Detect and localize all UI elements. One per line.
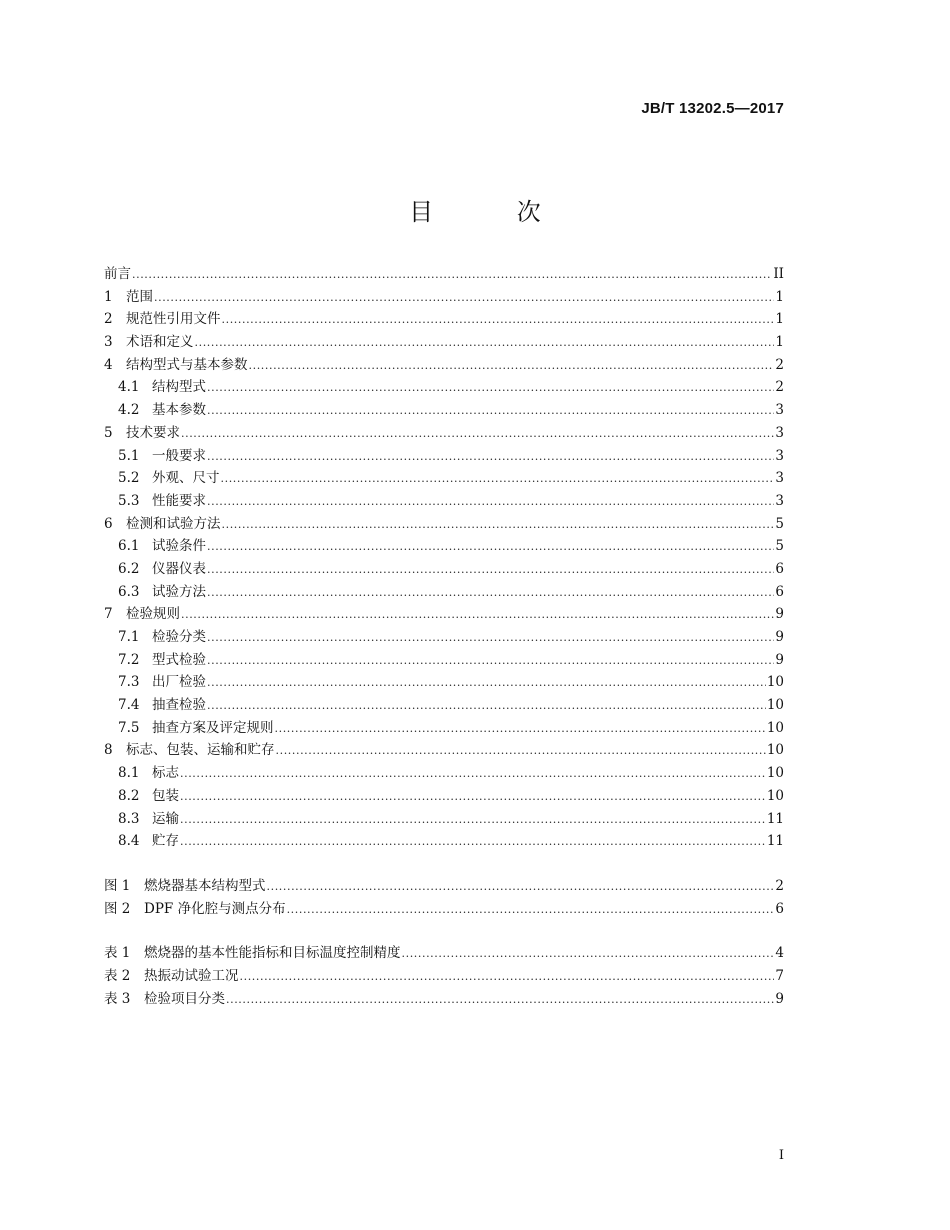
toc-entry-page: 7 [775, 967, 784, 984]
toc-entry-number: 4.1 [118, 379, 140, 396]
table-of-contents [104, 263, 784, 1010]
toc-entry-number: 6 [104, 515, 113, 532]
dot-leader [240, 966, 775, 989]
toc-entry-page: 10 [766, 697, 784, 714]
toc-entry[interactable] [104, 308, 784, 331]
toc-entry-page: 10 [766, 674, 784, 691]
toc-entry-page: 3 [775, 492, 784, 509]
dot-leader [207, 400, 774, 423]
toc-entry[interactable] [104, 739, 784, 762]
dot-leader [207, 582, 774, 605]
toc-entry-page: 9 [775, 606, 784, 623]
toc-entry-page: 10 [766, 765, 784, 782]
toc-entry-page: 5 [775, 538, 784, 555]
toc-entry-number: 5.3 [118, 492, 140, 509]
toc-entry[interactable] [104, 354, 784, 377]
toc-entry-label: 抽查方案及评定规则 [152, 719, 274, 736]
toc-entry-label: 试验条件 [152, 538, 206, 555]
toc-entry[interactable] [104, 286, 784, 309]
toc-entry-page: 9 [775, 629, 784, 645]
dot-leader [207, 650, 774, 673]
toc-entry[interactable] [104, 965, 784, 988]
toc-entry-number: 7.2 [118, 651, 140, 668]
toc-entry-label: DPF 净化腔与测点分布 [144, 900, 286, 917]
toc-entry-label: 一般要求 [152, 447, 206, 464]
toc-entry-number: 2 [104, 311, 113, 328]
toc-entry-page: 9 [775, 990, 784, 1007]
toc-entry-label: 热振动试验工况 [144, 967, 239, 984]
toc-entry[interactable] [104, 490, 784, 513]
toc-entry[interactable] [104, 581, 784, 604]
toc-entry[interactable] [104, 603, 784, 626]
toc-entry[interactable] [104, 717, 784, 740]
toc-entry[interactable] [104, 694, 784, 717]
toc-sections [104, 263, 784, 853]
dot-leader [249, 355, 775, 378]
toc-entry-page: 3 [775, 447, 784, 464]
toc-entry-label: 性能要求 [152, 492, 206, 509]
dot-leader [154, 287, 774, 310]
toc-entry-number: 6.3 [118, 583, 140, 600]
toc-entry[interactable] [104, 331, 784, 354]
dot-leader [132, 264, 772, 287]
toc-entry-label: 检测和试验方法 [126, 515, 221, 532]
toc-figures [104, 875, 784, 920]
toc-entry[interactable] [104, 263, 784, 286]
toc-entry-page: 2 [775, 379, 784, 396]
dot-leader [181, 604, 774, 627]
toc-entry-label: 技术要求 [126, 424, 180, 441]
toc-entry[interactable] [104, 808, 784, 831]
toc-entry-label: 标志 [152, 765, 179, 782]
toc-entry[interactable] [104, 467, 784, 490]
toc-entry-page: 10 [766, 719, 784, 736]
dot-leader [226, 989, 774, 1012]
dot-leader [287, 899, 775, 922]
toc-entry[interactable] [104, 762, 784, 785]
toc-entry-number: 6.1 [118, 538, 140, 555]
standard-code: JB/T 13202.5—2017 [641, 100, 784, 117]
toc-entry-number: 5.2 [118, 470, 140, 487]
toc-entry[interactable] [104, 898, 784, 921]
toc-entry-label: 抽查检验 [152, 697, 206, 714]
toc-entry-number: 8.4 [118, 833, 140, 850]
dot-leader [195, 332, 775, 355]
toc-entry[interactable] [104, 875, 784, 898]
toc-entry[interactable] [104, 785, 784, 808]
dot-leader [207, 672, 766, 695]
toc-entry-page: 1 [775, 311, 784, 328]
toc-entry-label: 前言 [104, 266, 131, 282]
toc-entry[interactable] [104, 513, 784, 536]
toc-entry-number: 6.2 [118, 560, 140, 577]
dot-leader [180, 763, 766, 786]
toc-entry-number: 7.4 [118, 697, 140, 714]
toc-entry-page: 6 [775, 560, 784, 577]
toc-entry-number: 8.2 [118, 787, 140, 804]
page-title: 目 次 [409, 198, 579, 226]
page-number: I [778, 1148, 784, 1163]
toc-entry-page: 11 [766, 833, 784, 850]
toc-entry-page: 3 [775, 424, 784, 441]
dot-leader [222, 514, 775, 537]
toc-entry-page: 2 [775, 356, 784, 373]
dot-leader [207, 695, 766, 718]
toc-entry-page: 2 [775, 877, 784, 894]
toc-entry[interactable] [104, 376, 784, 399]
toc-entry-number: 8 [104, 742, 113, 759]
toc-entry-page: 3 [775, 402, 784, 419]
toc-entry-number: 5.1 [118, 447, 140, 464]
toc-tables [104, 942, 784, 1010]
toc-entry-number: 7.3 [118, 674, 140, 691]
toc-entry-page: 1 [775, 334, 784, 351]
toc-entry-page: 10 [766, 787, 784, 804]
toc-entry-page: 3 [775, 470, 784, 487]
dot-leader [275, 718, 766, 741]
toc-entry-label: 标志、包装、运输和贮存 [126, 742, 275, 759]
toc-entry-label: 检验分类 [152, 629, 206, 645]
toc-entry-page: 4 [775, 945, 784, 962]
toc-entry-label: 检验规则 [126, 606, 180, 623]
dot-leader [180, 831, 766, 854]
toc-entry[interactable] [104, 626, 784, 649]
toc-entry-page: 9 [775, 651, 784, 668]
dot-leader [207, 446, 774, 469]
toc-entry-label: 基本参数 [152, 402, 206, 419]
toc-entry[interactable] [104, 988, 784, 1011]
toc-entry-label: 外观、尺寸 [152, 470, 220, 487]
toc-entry-number: 3 [104, 334, 113, 351]
toc-entry-number: 表 1 [104, 945, 131, 962]
toc-entry-page: 1 [775, 288, 784, 305]
dot-leader [180, 786, 766, 809]
toc-entry[interactable] [104, 558, 784, 581]
toc-entry-label: 运输 [152, 810, 179, 827]
toc-entry-page: 11 [766, 810, 784, 827]
dot-leader [207, 536, 774, 559]
dot-leader [207, 377, 774, 400]
toc-entry-page: 6 [775, 583, 784, 600]
toc-entry[interactable] [104, 649, 784, 672]
toc-entry-page: 10 [766, 742, 784, 759]
toc-entry-number: 7.5 [118, 719, 140, 736]
toc-entry-label: 术语和定义 [126, 334, 194, 351]
toc-entry-label: 出厂检验 [152, 674, 206, 691]
toc-entry-label: 包装 [152, 787, 179, 804]
toc-entry-number: 4 [104, 356, 113, 373]
toc-entry-number: 5 [104, 424, 113, 441]
toc-entry-label: 范围 [126, 288, 153, 305]
toc-entry-number: 8.3 [118, 810, 140, 827]
dot-leader [222, 309, 775, 332]
toc-entry-label: 燃烧器基本结构型式 [144, 877, 266, 894]
toc-entry-page: 6 [775, 900, 784, 917]
toc-entry-number: 1 [104, 288, 113, 305]
toc-entry[interactable] [104, 535, 784, 558]
dot-leader [207, 559, 774, 582]
dot-leader [402, 943, 775, 966]
toc-entry-label: 结构型式 [152, 379, 206, 396]
dot-leader [207, 491, 774, 514]
toc-entry-label: 试验方法 [152, 583, 206, 600]
toc-entry[interactable] [104, 399, 784, 422]
dot-leader [276, 740, 766, 763]
dot-leader [221, 468, 775, 491]
toc-entry-label: 型式检验 [152, 651, 206, 668]
toc-entry-label: 仪器仪表 [152, 560, 206, 577]
toc-entry-number: 7 [104, 606, 113, 623]
toc-entry[interactable] [104, 671, 784, 694]
toc-entry[interactable] [104, 422, 784, 445]
toc-entry-label: 规范性引用文件 [126, 311, 221, 328]
toc-entry-number: 8.1 [118, 765, 140, 782]
toc-entry[interactable] [104, 942, 784, 965]
toc-entry-number: 表 3 [104, 990, 131, 1007]
toc-entry-label: 检验项目分类 [144, 990, 225, 1007]
toc-entry-page: II [773, 266, 784, 282]
toc-entry-number: 图 2 [104, 900, 131, 917]
toc-entry-label: 贮存 [152, 833, 179, 850]
toc-entry-number: 表 2 [104, 967, 131, 984]
toc-entry[interactable] [104, 445, 784, 468]
toc-entry-number: 4.2 [118, 402, 140, 419]
toc-entry[interactable] [104, 830, 784, 853]
toc-entry-label: 燃烧器的基本性能指标和目标温度控制精度 [144, 945, 401, 962]
toc-entry-page: 5 [775, 515, 784, 532]
toc-entry-label: 结构型式与基本参数 [126, 356, 248, 373]
dot-leader [180, 809, 766, 832]
toc-entry-number: 7.1 [118, 629, 140, 645]
dot-leader [181, 423, 774, 446]
dot-leader [207, 627, 774, 650]
toc-entry-number: 图 1 [104, 877, 131, 894]
dot-leader [267, 876, 775, 899]
